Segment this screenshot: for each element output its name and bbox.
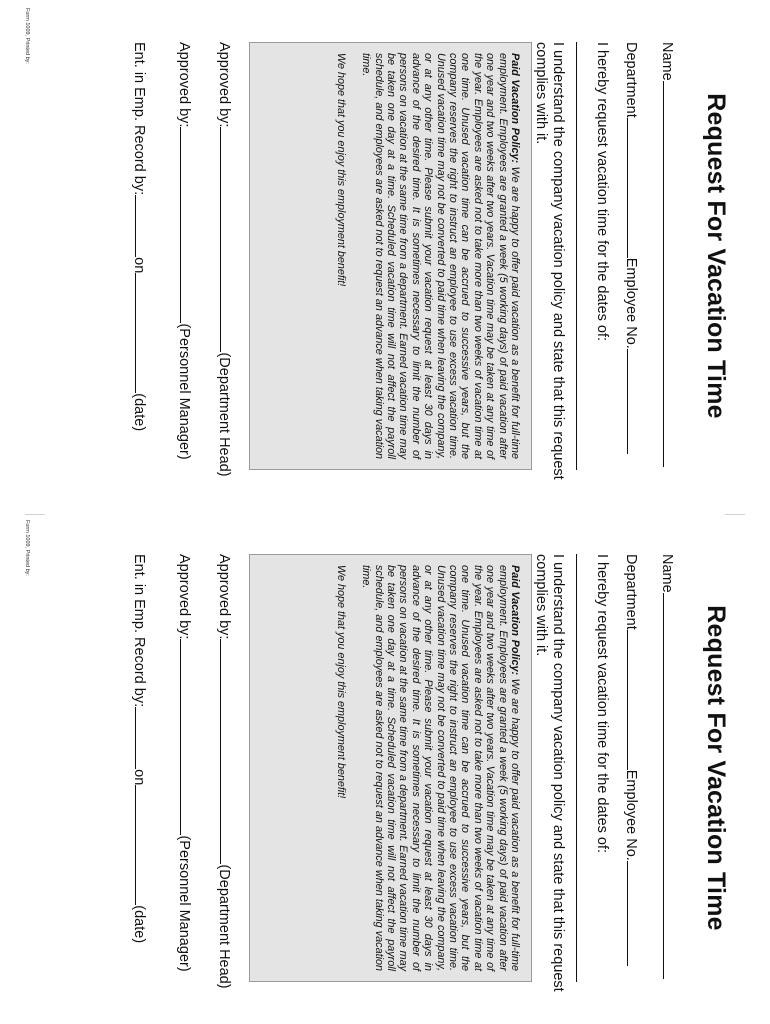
approved-dept-row (216, 42, 233, 477)
employee-no-field[interactable] (627, 349, 640, 454)
personnel-signature-field[interactable] (180, 639, 193, 835)
cut-mark-left (25, 514, 45, 515)
policy-title: Paid Vacation Policy: (509, 565, 521, 676)
record-row (131, 42, 148, 431)
record-row (131, 554, 148, 943)
employee-no-label: Employee No. (623, 257, 639, 349)
record-date-field[interactable] (135, 273, 148, 393)
form-footer: Form 1009, Printed by: (24, 520, 30, 576)
request-dates-text: I hereby request vacation time for the dates of: (594, 554, 610, 854)
name-field[interactable] (663, 81, 676, 467)
policy-body: We are happy to offer paid vacation as a benefit for full-time employment. Employees are granted a week (5 working days) of paid vacation after one year and two weeks after two years. Vacation time may be taken at any time of the year. Employees are asked not to take more than two weeks of vacation time at one time. Unused vacation time can be accrued to successive years, but the company reserves the right to instruct an employee to use excess vacation time. Unused vacation time may not be converted to paid time when leaving the company, or at any other time. Please submit your vacation request at least 30 days in advance of the desired time. It is sometimes necessary to limit the number of persons on vacation at the same time from a department. Earned vacation time may be taken one day at a time. Scheduled vacation time will not affect the payroll schedule, and employees are asked not to request an advance when taking vacation time. (360, 53, 521, 459)
policy-title: Paid Vacation Policy: (509, 53, 521, 164)
policy-paragraph (360, 565, 521, 971)
record-label: Ent. in Emp. Record by: (131, 42, 147, 196)
record-by-field[interactable] (135, 707, 148, 769)
request-dates-text: I hereby request vacation time for the dates of: (594, 42, 610, 342)
personnel-signature-field[interactable] (180, 127, 193, 323)
employee-no-field[interactable] (627, 861, 640, 966)
record-by-field[interactable] (135, 195, 148, 257)
understand-text: I understand the company vacation policy and state that this request complies with it. (533, 554, 566, 992)
department-row (623, 554, 640, 966)
employee-no-label: Employee No. (623, 769, 639, 861)
approved-personnel-row (176, 42, 193, 460)
policy-box (249, 554, 532, 982)
department-row (623, 42, 640, 454)
on-label: on (131, 769, 147, 786)
department-head-label: (Department Head) (216, 864, 232, 989)
date-paren-label: (date) (131, 905, 147, 944)
form-title: Request For Vacation Time (702, 605, 730, 931)
approved-personnel-row (176, 554, 193, 972)
name-row (659, 42, 676, 467)
dates-field[interactable] (576, 554, 577, 982)
record-label: Ent. in Emp. Record by: (131, 554, 147, 708)
department-label: Department (623, 554, 639, 630)
approved-label: Approved by: (176, 554, 192, 640)
personnel-manager-label: (Personnel Manager) (176, 835, 192, 972)
name-label: Name (659, 42, 675, 81)
department-field[interactable] (627, 630, 640, 770)
approved-dept-row (216, 554, 233, 989)
form-title: Request For Vacation Time (702, 93, 730, 419)
record-date-field[interactable] (135, 785, 148, 905)
understand-text: I understand the company vacation policy and state that this request complies with it. (533, 42, 566, 480)
name-field[interactable] (663, 593, 676, 979)
policy-paragraph (360, 53, 521, 459)
dates-field[interactable] (576, 42, 577, 470)
dept-head-signature-field[interactable] (220, 127, 233, 352)
dept-head-signature-field[interactable] (220, 639, 233, 864)
name-label: Name (659, 554, 675, 593)
approved-label: Approved by: (176, 42, 192, 128)
date-paren-label: (date) (131, 393, 147, 432)
form-footer: Form 1009, Printed by: (24, 8, 30, 64)
personnel-manager-label: (Personnel Manager) (176, 323, 192, 460)
department-label: Department (623, 42, 639, 118)
policy-box (249, 42, 532, 470)
department-head-label: (Department Head) (216, 352, 232, 477)
cut-mark-right (725, 514, 745, 515)
approved-label: Approved by: (216, 42, 232, 128)
approved-label: Approved by: (216, 554, 232, 640)
department-field[interactable] (627, 118, 640, 258)
name-row (659, 554, 676, 979)
policy-closing: We hope that you enjoy this employment benefit! (334, 53, 347, 287)
policy-closing: We hope that you enjoy this employment benefit! (334, 565, 347, 799)
policy-body: We are happy to offer paid vacation as a benefit for full-time employment. Employees are granted a week (5 working days) of paid vacation after one year and two weeks after two years. Vacation time may be taken at any time of the year. Employees are asked not to take more than two weeks of vacation time at one time. Unused vacation time can be accrued to successive years, but the company reserves the right to instruct an employee to use excess vacation time. Unused vacation time may not be converted to paid time when leaving the company, or at any other time. Please submit your vacation request at least 30 days in advance of the desired time. It is sometimes necessary to limit the number of persons on vacation at the same time from a department. Earned vacation time may be taken one day at a time. Scheduled vacation time will not affect the payroll schedule, and employees are asked not to request an advance when taking vacation time. (360, 565, 521, 971)
vacation-request-form-bottom (0, 512, 770, 1024)
on-label: on (131, 257, 147, 274)
